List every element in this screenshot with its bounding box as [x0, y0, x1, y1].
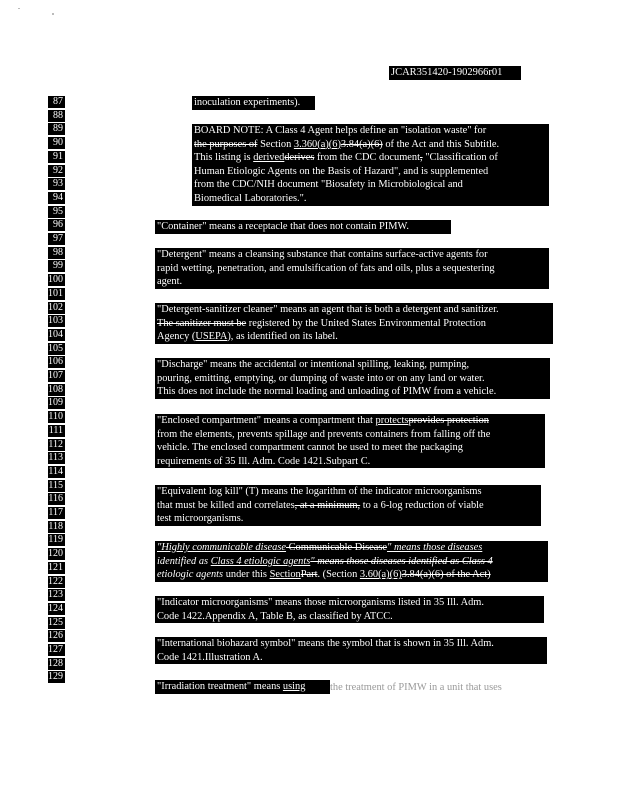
paragraph-irradiation-treatment-definition: [155, 680, 330, 694]
text-line: "Irradiation treatment" means using: [157, 681, 306, 692]
line-number: 108: [48, 383, 63, 395]
text-line: "Container" means a receptacle that does not contain PIMW.: [157, 221, 409, 232]
line-number: 114: [48, 465, 63, 477]
line-number: 102: [48, 301, 63, 313]
text-line: BOARD NOTE: A Class 4 Agent helps define an "isolation waste" for: [194, 125, 487, 136]
text-line: "International biohazard symbol" means the symbol that is shown in 35 Ill. Adm.: [157, 638, 494, 649]
text-line: etiologic agents under this SectionPart. (Section 3.60(a)(6)3.84(a)(6) of the Act): [157, 569, 491, 581]
line-number: 105: [48, 342, 63, 354]
paragraph-equivalent-log-kill-definition: [155, 485, 541, 526]
text-line: "Detergent-sanitizer cleaner" means an agent that is both a detergent and sanitizer.: [157, 304, 499, 315]
text-line: identified as Class 4 etiologic agents" means those diseases identified as Class 4: [157, 555, 493, 567]
text-line: Code 1421.Illustration A.: [157, 651, 263, 663]
line-number: 94: [48, 192, 65, 204]
line-number: 111: [48, 424, 63, 436]
line-number: 100: [48, 274, 63, 286]
text-line: "Equivalent log kill" (T) means the logarithm of the indicator microorganisms: [157, 486, 482, 497]
text-line: "Discharge" means the accidental or intentional spilling, leaking, pumping,: [157, 359, 470, 370]
text-line: that must be killed and correlates, at a minimum, to a 6-log reduction of viable: [157, 499, 484, 511]
line-number: 106: [48, 356, 63, 368]
text-line: Agency (USEPA), as identified on its label.: [157, 331, 338, 343]
line-number: 87: [48, 96, 65, 108]
paragraph-detergent-sanitizer-definition: [155, 303, 553, 344]
text-line: "Indicator microorganisms" means those microorganisms listed in 35 Ill. Adm.: [157, 597, 484, 608]
line-number: 129: [48, 671, 63, 683]
text-line: This does not include the normal loading and unloading of PIMW from a vehicle.: [157, 386, 497, 398]
line-number: 107: [48, 370, 63, 381]
line-number: 95: [48, 206, 65, 218]
scan-speck: [18, 8, 20, 9]
line-number: 116: [48, 493, 63, 505]
line-number: 90: [48, 137, 65, 149]
paragraph-board-note: [192, 124, 549, 206]
paragraph-biohazard-symbol-definition: [155, 637, 547, 664]
line-number: 93: [48, 178, 65, 190]
text-line: The sanitizer must be registered by the United States Environmental Protection: [157, 317, 486, 329]
line-number: 110: [48, 411, 63, 423]
line-number: 101: [48, 287, 63, 299]
line-number: 128: [48, 657, 63, 669]
text-line: test microorganisms.: [157, 513, 244, 525]
line-number: 112: [48, 438, 63, 450]
line-number: 120: [48, 548, 63, 560]
paragraph-highly-communicable-disease-definition: [155, 541, 548, 582]
line-number: 97: [48, 233, 65, 245]
document-id: JCAR351420-1902966r01: [389, 66, 521, 80]
line-number: 119: [48, 534, 63, 546]
line-number: 125: [48, 616, 63, 628]
line-number: 118: [48, 520, 63, 532]
line-number: 104: [48, 328, 63, 340]
line-number: 96: [48, 219, 65, 231]
paragraph-discharge-definition: [155, 358, 550, 399]
line-number: 91: [48, 151, 65, 163]
text-line: from the CDC/NIH document "Biosafety in Microbiological and: [194, 179, 463, 191]
line-number: 121: [48, 561, 63, 573]
paragraph-indicator-microorganisms-definition: [155, 596, 544, 623]
text-line: Biomedical Laboratories.".: [194, 192, 307, 204]
text-line: inoculation experiments).: [194, 97, 301, 108]
text-line: This listing is derivedderives from the CDC document, "Classification of: [194, 152, 498, 164]
line-number: 124: [48, 602, 63, 614]
scan-speck: [52, 13, 54, 15]
text-line: agent.: [157, 276, 183, 288]
line-number: 115: [48, 479, 63, 491]
text-line: pouring, emitting, emptying, or dumping of waste into or on any land or water.: [157, 372, 485, 384]
paragraph-container-definition: [155, 220, 451, 234]
faded-text-fragment: the treatment of PIMW in a unit that uses: [330, 682, 502, 693]
line-number: 109: [48, 397, 63, 409]
paragraph-detergent-definition: [155, 248, 549, 289]
text-line: "Highly communicable disease Communicable Disease" means those diseases: [157, 542, 483, 553]
line-number: 123: [48, 589, 63, 601]
text-line: rapid wetting, penetration, and emulsification of fats and oils, plus a sequestering: [157, 262, 495, 274]
line-number: 88: [48, 110, 65, 122]
text-line: Code 1422.Appendix A, Table B, as classified by ATCC.: [157, 610, 393, 622]
line-number: 117: [48, 507, 63, 518]
line-number: 92: [48, 165, 65, 177]
text-line: Human Etiologic Agents on the Basis of Hazard", and is supplemented: [194, 165, 489, 177]
line-number: 103: [48, 315, 63, 327]
line-number: 126: [48, 630, 63, 642]
text-line: requirements of 35 Ill. Adm. Code 1421.Subpart C.: [157, 455, 371, 467]
line-number: 113: [48, 452, 63, 464]
text-line: "Detergent" means a cleansing substance that contains surface-active agents for: [157, 249, 488, 260]
text-line: "Enclosed compartment" means a compartment that protectsprovides protection: [157, 415, 489, 426]
line-number: 127: [48, 644, 63, 655]
line-number: 122: [48, 575, 63, 587]
line-number: 98: [48, 247, 65, 259]
paragraph-enclosed-compartment-definition: [155, 414, 545, 468]
text-line: from the elements, prevents spillage and prevents containers from falling off the: [157, 428, 491, 440]
line-number: 99: [48, 260, 65, 272]
line-number: 89: [48, 123, 65, 135]
text-line: the purposes of Section 3.360(a)(6)3.84(a)(6) of the Act and this Subtitle.: [194, 138, 500, 150]
text-line: vehicle. The enclosed compartment cannot be used to meet the packaging: [157, 442, 463, 454]
paragraph-inoculation: [192, 96, 315, 110]
